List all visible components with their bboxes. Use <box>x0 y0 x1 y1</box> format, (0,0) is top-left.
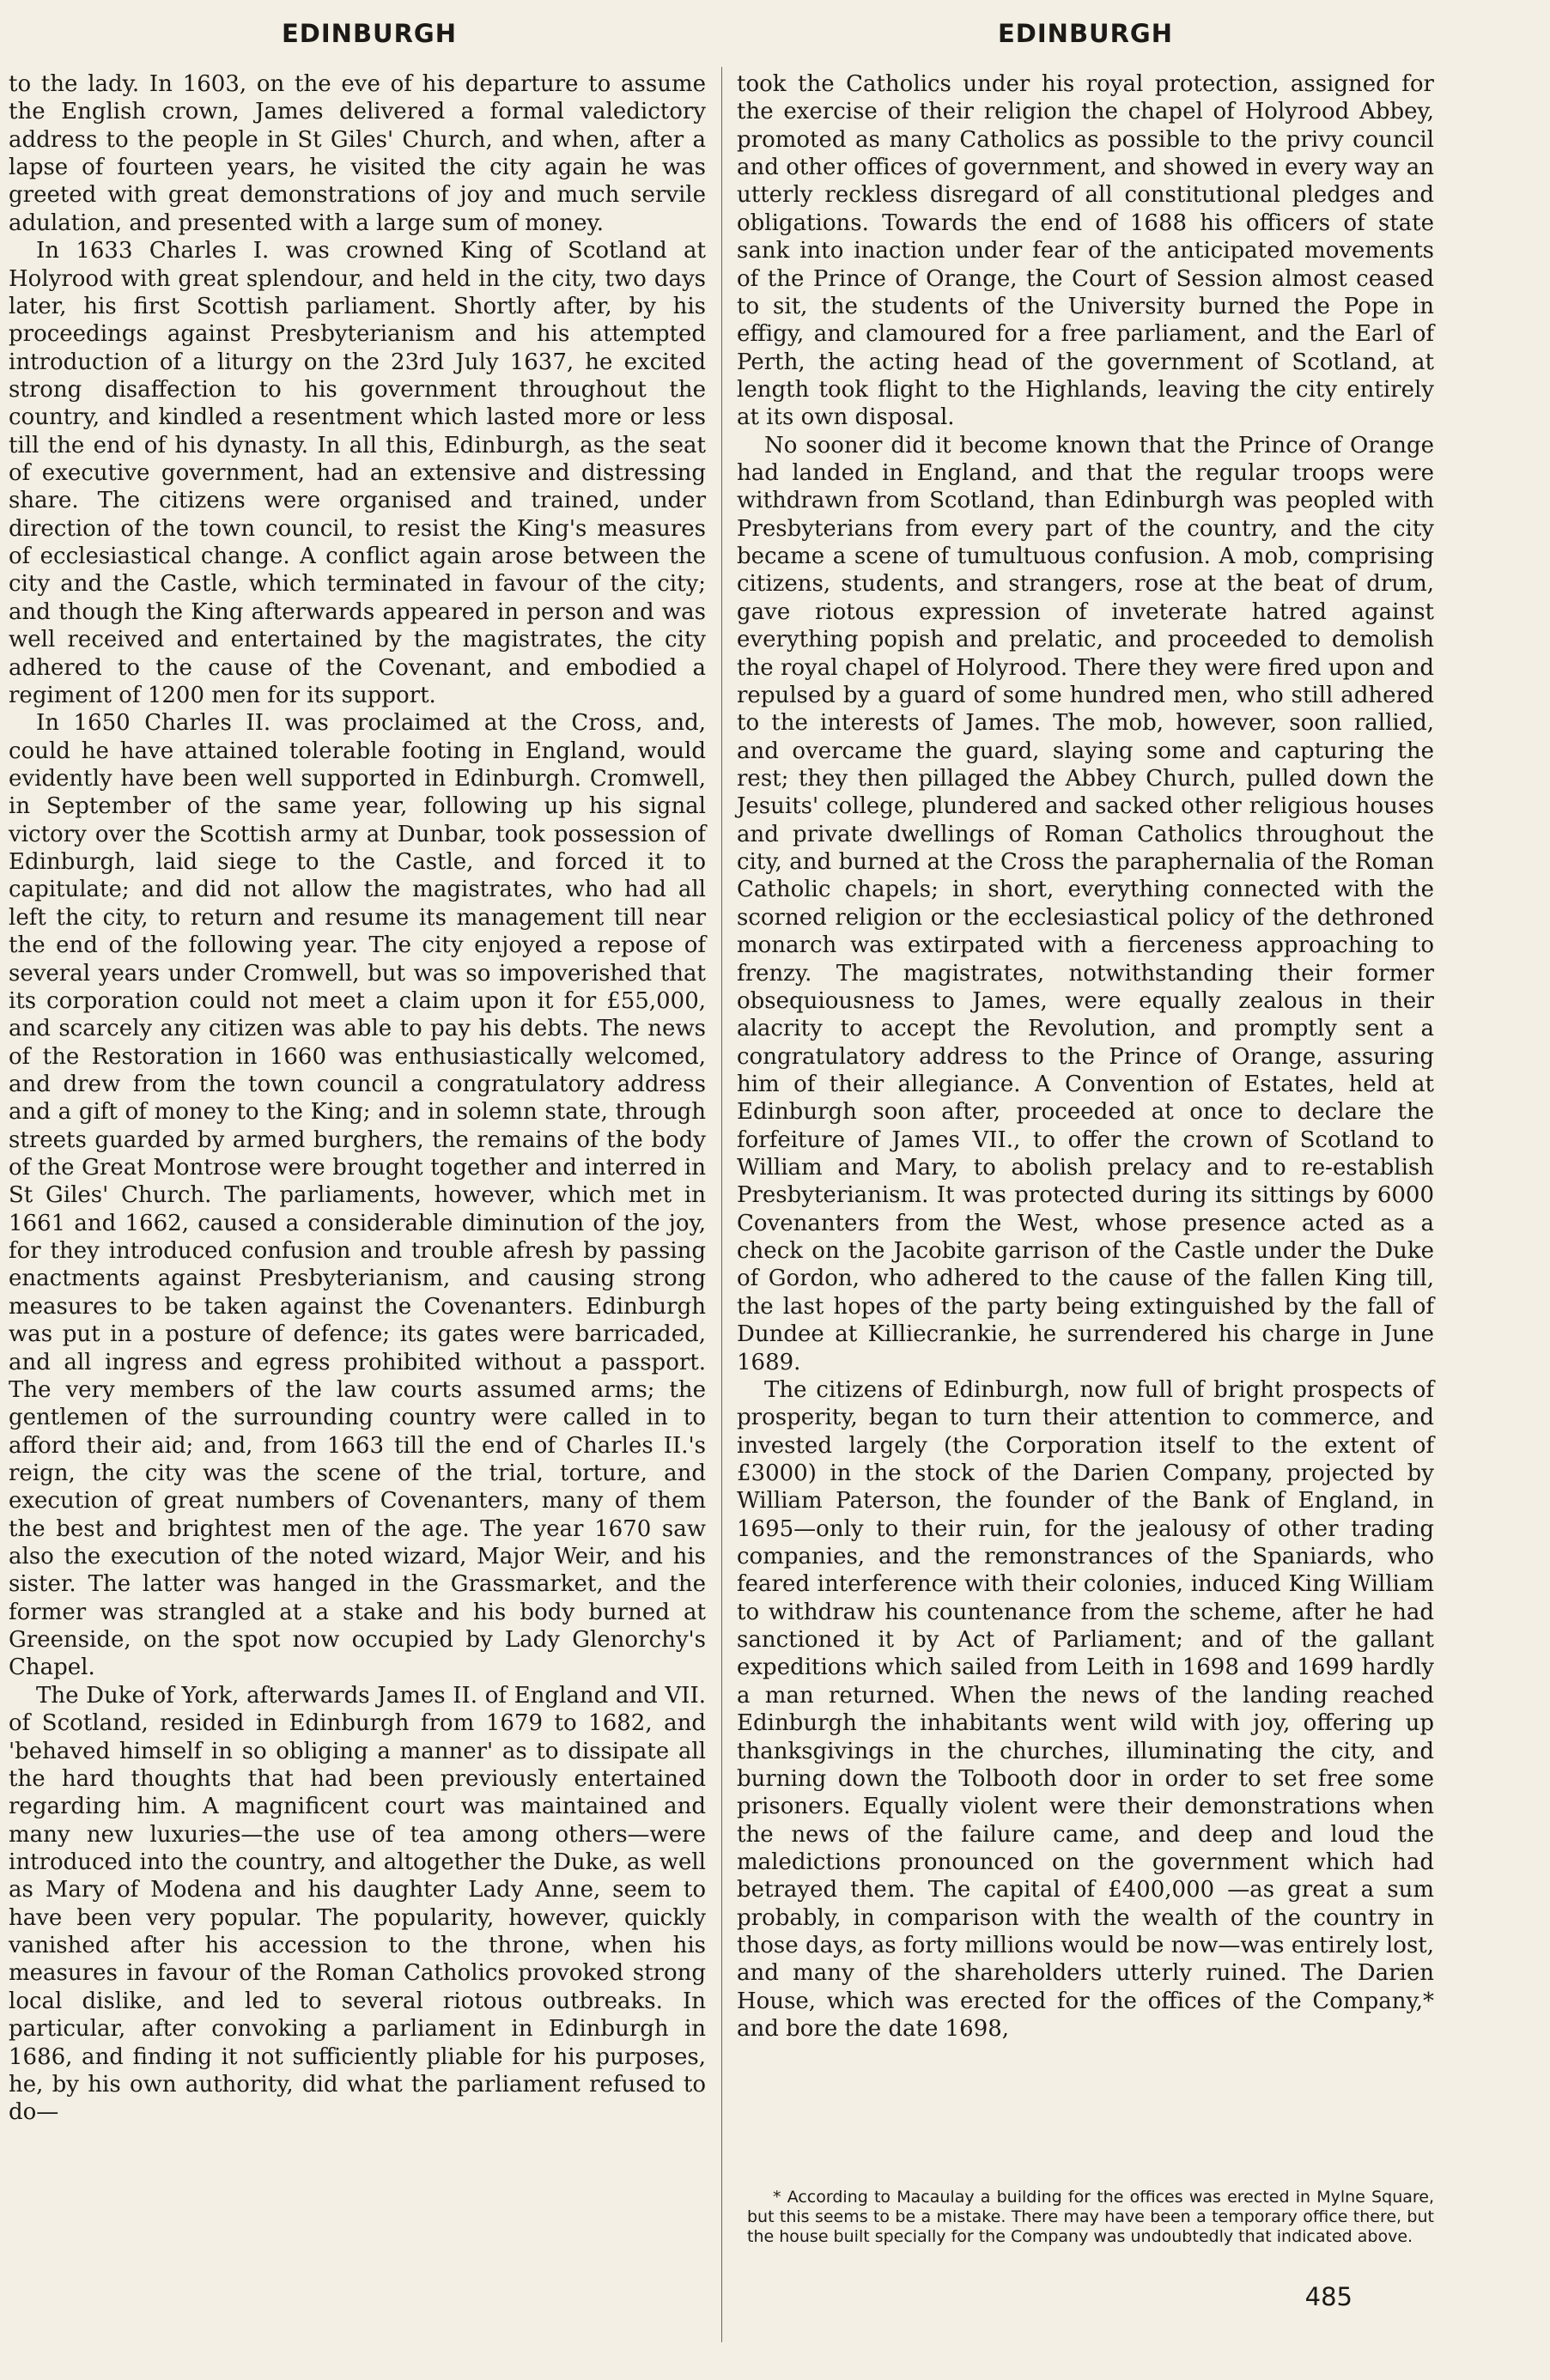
paragraph: The citizens of Edinburgh, now full of bright prospects of prosperity, began to turn their attention to commerce, and invested largely (the Corporation itself to the extent of £3000) in the stock of the Darien Company, projected by William Paterson, the founder of the Bank of England, in 1695—only to their ruin, for the jealousy of other trading companies, and the remonstrances of the Spaniards, who feared interference with their colonies, induced King William to withdraw his countenance from the scheme, after he had sanctioned it by Act of Parliament; and of the gallant expeditions which sailed from Leith in 1698 and 1699 hardly a man returned. When the news of the landing reached Edinburgh the inhabitants went wild with joy, offering up thanksgivings in the churches, illuminating the city, and burning down the Tolbooth door in order to set free some prisoners. Equally violent were their demonstrations when the news of the failure came, and deep and loud the maledictions pronounced on the government which had betrayed them. The capital of £400,000 —as great a sum probably, in comparison with the wealth of the country in those days, as forty millions would be now—was entirely lost, and many of the shareholders utterly ruined. The Darien House, which was erected for the offices of the Company,* and bore the date 1698, <box>737 1376 1434 2043</box>
paragraph: In 1650 Charles II. was proclaimed at the Cross, and, could he have attained tolerable footing in England, would evidently have been well supported in Edinburgh. Cromwell, in September of the same year, following up his signal victory over the Scottish army at Dunbar, took possession of Edinburgh, laid siege to the Castle, and forced it to capitulate; and did not allow the magistrates, who had all left the city, to return and resume its management till near the end of the following year. The city enjoyed a repose of several years under Cromwell, but was so impoverished that its corporation could not meet a claim upon it for £55,000, and scarcely any citizen was able to pay his debts. The news of the Restoration in 1660 was enthusiastically welcomed, and drew from the town council a congratulatory address and a gift of money to the King; and in solemn state, through streets guarded by armed burghers, the remains of the body of the Great Montrose were brought together and interred in St Giles' Church. The parliaments, however, which met in 1661 and 1662, caused a considerable diminution of the joy, for they introduced confusion and trouble afresh by passing enactments against Presbyterianism, and causing strong measures to be taken against the Covenanters. Edinburgh was put in a posture of defence; its gates were barricaded, and all ingress and egress prohibited without a passport. The very members of the law courts assumed arms; the gentlemen of the surrounding country were called in to afford their aid; and, from 1663 till the end of Charles II.'s reign, the city was the scene of the trial, torture, and execution of great numbers of Covenanters, many of them the best and brightest men of the age. The year 1670 saw also the execution of the noted wizard, Major Weir, and his sister. The latter was hanged in the Grassmarket, and the former was strangled at a stake and his body burned at Greenside, on the spot now occupied by Lady Glenorchy's Chapel. <box>9 710 706 1681</box>
paragraph: to the lady. In 1603, on the eve of his departure to assume the English crown, James delivered a formal valedictory address to the people in St Giles' Church, and when, after a lapse of fourteen years, he visited the city again he was greeted with great demonstrations of joy and much servile adulation, and presented with a large sum of money. <box>9 71 706 236</box>
running-header-right: EDINBURGH <box>998 19 1173 48</box>
page-number: 485 <box>1304 2282 1352 2311</box>
footnote <box>747 2188 1434 2246</box>
left-column <box>9 70 706 2127</box>
paragraph: No sooner did it become known that the Prince of Orange had landed in England, and that the regular troops were withdrawn from Scotland, than Edinburgh was peopled with Presbyterians from every part of the country, and the city became a scene of tumultuous confusion. A mob, comprising citizens, students, and strangers, rose at the beat of drum, gave riotous expression of inveterate hatred against everything popish and prelatic, and proceeded to demolish the royal chapel of Holyrood. There they were fired upon and repulsed by a guard of some hundred men, who still adhered to the interests of James. The mob, however, soon rallied, and overcame the guard, slaying some and capturing the rest; they then pillaged the Abbey Church, pulled down the Jesuits' college, plundered and sacked other religious houses and private dwellings of Roman Catholics throughout the city, and burned at the Cross the paraphernalia of the Roman Catholic chapels; in short, everything connected with the scorned religion or the ecclesiastical policy of the dethroned monarch was extirpated with a fierceness approaching to frenzy. The magistrates, notwithstanding their former obsequiousness to James, were equally zealous in their alacrity to accept the Revolution, and promptly sent a congratulatory address to the Prince of Orange, assuring him of their allegiance. A Convention of Estates, held at Edinburgh soon after, proceeded at once to declare the forfeiture of James VII., to offer the crown of Scotland to William and Mary, to abolish prelacy and to re-establish Presbyterianism. It was protected during its sittings by 6000 Covenanters from the West, whose presence acted as a check on the Jacobite garrison of the Castle under the Duke of Gordon, who adhered to the cause of the fallen King till, the last hopes of the party being extinguished by the fall of Dundee at Killiecrankie, he surrendered his charge in June 1689. <box>737 432 1434 1375</box>
paragraph: took the Catholics under his royal protection, assigned for the exercise of their religion the chapel of Holyrood Abbey, promoted as many Catholics as possible to the privy council and other offices of government, and showed in every way an utterly reckless disregard of all constitutional pledges and obligations. Towards the end of 1688 his officers of state sank into inaction under fear of the anticipated movements of the Prince of Orange, the Court of Session almost ceased to sit, the students of the University burned the Pope in effigy, and clamoured for a free parliament, and the Earl of Perth, the acting head of the government of Scotland, at length took flight to the Highlands, leaving the city entirely at its own disposal. <box>737 71 1434 431</box>
paragraph: In 1633 Charles I. was crowned King of Scotland at Holyrood with great splendour, and held in the city, two days later, his first Scottish parliament. Shortly after, by his proceedings against Presbyterianism and his attempted introduction of a liturgy on the 23rd July 1637, he excited strong disaffection to his government throughout the country, and kindled a resentment which lasted more or less till the end of his dynasty. In all this, Edinburgh, as the seat of executive government, had an extensive and distressing share. The citizens were organised and trained, under direction of the town council, to resist the King's measures of ecclesiastical change. A conflict again arose between the city and the Castle, which terminated in favour of the city; and though the King afterwards appeared in person and was well received and entertained by the magistrates, the city adhered to the cause of the Covenant, and embodied a regiment of 1200 men for its support. <box>9 238 706 708</box>
column-divider <box>721 67 722 2342</box>
paragraph: The Duke of York, afterwards James II. of England and VII. of Scotland, resided in Edinburgh from 1679 to 1682, and 'behaved himself in so obliging a manner' as to dissipate all the hard thoughts that had been previously entertained regarding him. A magnificent court was maintained and many new luxuries—the use of tea among others—were introduced into the country, and altogether the Duke, as well as Mary of Modena and his daughter Lady Anne, seem to have been very popular. The popularity, however, quickly vanished after his accession to the throne, when his measures in favour of the Roman Catholics provoked strong local dislike, and led to several riotous outbreaks. In particular, after convoking a parliament in Edinburgh in 1686, and finding it not sufficiently pliable for his purposes, he, by his own authority, did what the parliament refused to do— <box>9 1682 706 2126</box>
running-header-left: EDINBURGH <box>282 19 457 48</box>
right-column <box>737 70 1434 2043</box>
footnote-text: * According to Macaulay a building for the offices was erected in Mylne Square, but this seems to be a mistake. There may have been a temporary office there, but the house built specially for the Company was undoubtedly that indicated above. <box>747 2188 1434 2246</box>
